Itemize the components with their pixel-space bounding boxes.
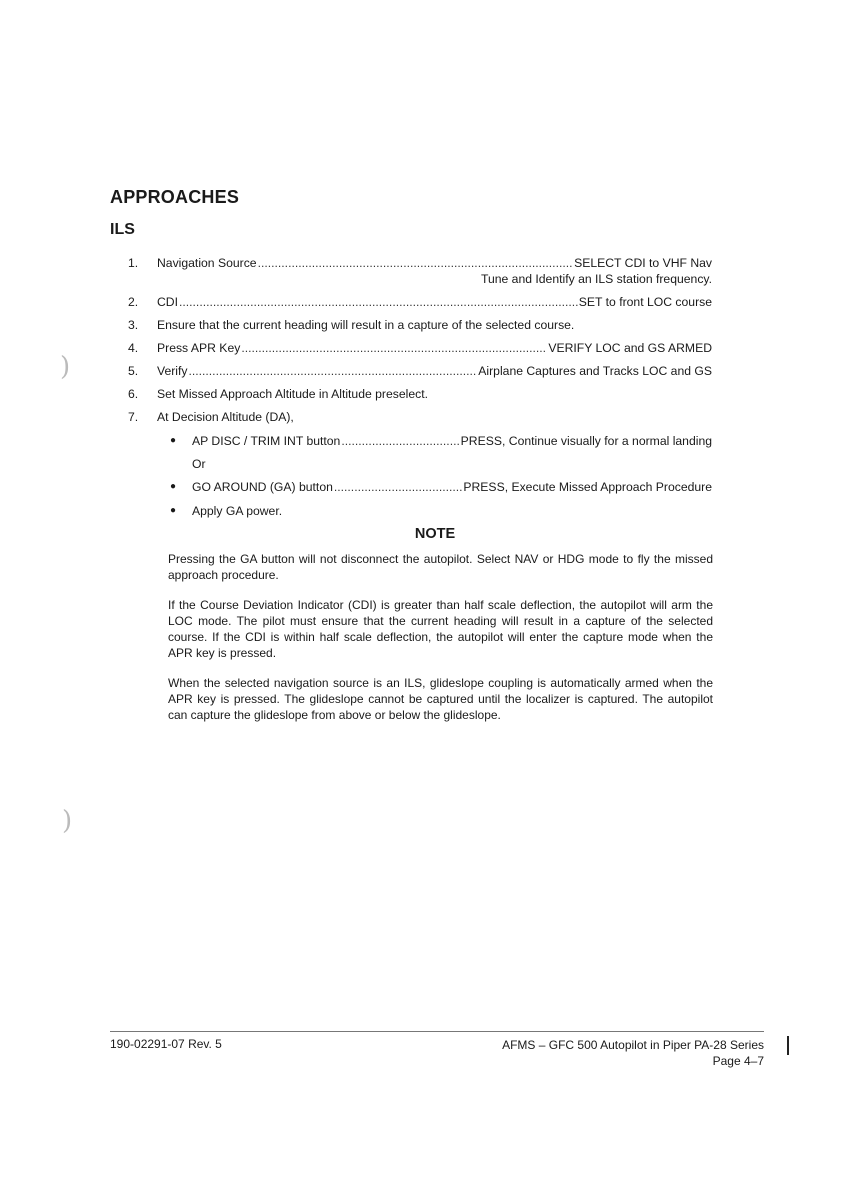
note-title: NOTE xyxy=(414,526,456,542)
step-number: 5. xyxy=(128,364,139,378)
document-title: AFMS – GFC 500 Autopilot in Piper PA-28 Series xyxy=(502,1038,764,1052)
step-label: Verify xyxy=(157,364,188,378)
bullet-label: AP DISC / TRIM INT button xyxy=(192,434,341,448)
subsection-title: ILS xyxy=(110,221,135,238)
footer-divider xyxy=(110,1031,764,1032)
leader-dots xyxy=(241,340,547,356)
bullet-icon: ● xyxy=(170,435,177,446)
bullet-label: GO AROUND (GA) button xyxy=(192,480,333,494)
step-number: 6. xyxy=(128,387,139,401)
document-number: 190-02291-07 Rev. 5 xyxy=(110,1037,222,1051)
bullet-icon: ● xyxy=(170,481,177,492)
step-continuation: Tune and Identify an ILS station frequency. xyxy=(480,272,712,286)
step-number: 7. xyxy=(128,410,139,424)
note-paragraph: If the Course Deviation Indicator (CDI) is greater than half scale deflection, the autopilot will arm the LOC mode. The pilot must ensure that the current heading will result in a capture of the selected course. If the CDI is within half scale deflection, the autopilot will enter the capture mode when the APR key is pressed. xyxy=(168,598,713,660)
bullet-icon: ● xyxy=(170,505,177,516)
scan-mark: ) xyxy=(60,352,71,382)
note-paragraph: Pressing the GA button will not disconnect the autopilot. Select NAV or HDG mode to fly the missed approach procedure. xyxy=(168,552,713,582)
footer-title-block xyxy=(502,1037,764,1069)
leader-dots xyxy=(334,479,463,495)
leader-dots xyxy=(179,294,578,310)
bullet-action: PRESS, Continue visually for a normal landing xyxy=(460,434,712,448)
step-label: CDI xyxy=(157,295,178,309)
step-number: 2. xyxy=(128,295,139,309)
bullet-text: Apply GA power. xyxy=(192,504,283,518)
step-label: Navigation Source xyxy=(157,256,257,270)
revision-change-bar xyxy=(787,1036,789,1055)
step-number: 4. xyxy=(128,341,139,355)
or-text: Or xyxy=(192,457,206,471)
step-number: 1. xyxy=(128,256,139,270)
leader-dots xyxy=(258,255,573,271)
step-label: Press APR Key xyxy=(157,341,241,355)
step-action: VERIFY LOC and GS ARMED xyxy=(548,341,712,355)
section-title: APPROACHES xyxy=(110,187,240,207)
page-number: Page 4–7 xyxy=(712,1054,764,1068)
step-number: 3. xyxy=(128,318,139,332)
step-action: SET to front LOC course xyxy=(578,295,712,309)
step-action: Airplane Captures and Tracks LOC and GS xyxy=(478,364,712,378)
scan-mark: ) xyxy=(62,806,73,836)
step-text: Ensure that the current heading will result in a capture of the selected course. xyxy=(157,318,575,332)
note-paragraph: When the selected navigation source is an ILS, glideslope coupling is automatically armed when the APR key is pressed. The glideslope cannot be captured until the localizer is captured. The autopilot can capture the glideslope from above or below the glideslope. xyxy=(168,676,713,722)
bullet-action: PRESS, Execute Missed Approach Procedure xyxy=(463,480,712,494)
step-text: Set Missed Approach Altitude in Altitude preselect. xyxy=(157,387,428,401)
leader-dots xyxy=(341,433,459,449)
step-action: SELECT CDI to VHF Nav xyxy=(574,256,712,270)
step-text: At Decision Altitude (DA), xyxy=(157,410,294,424)
leader-dots xyxy=(188,363,477,379)
